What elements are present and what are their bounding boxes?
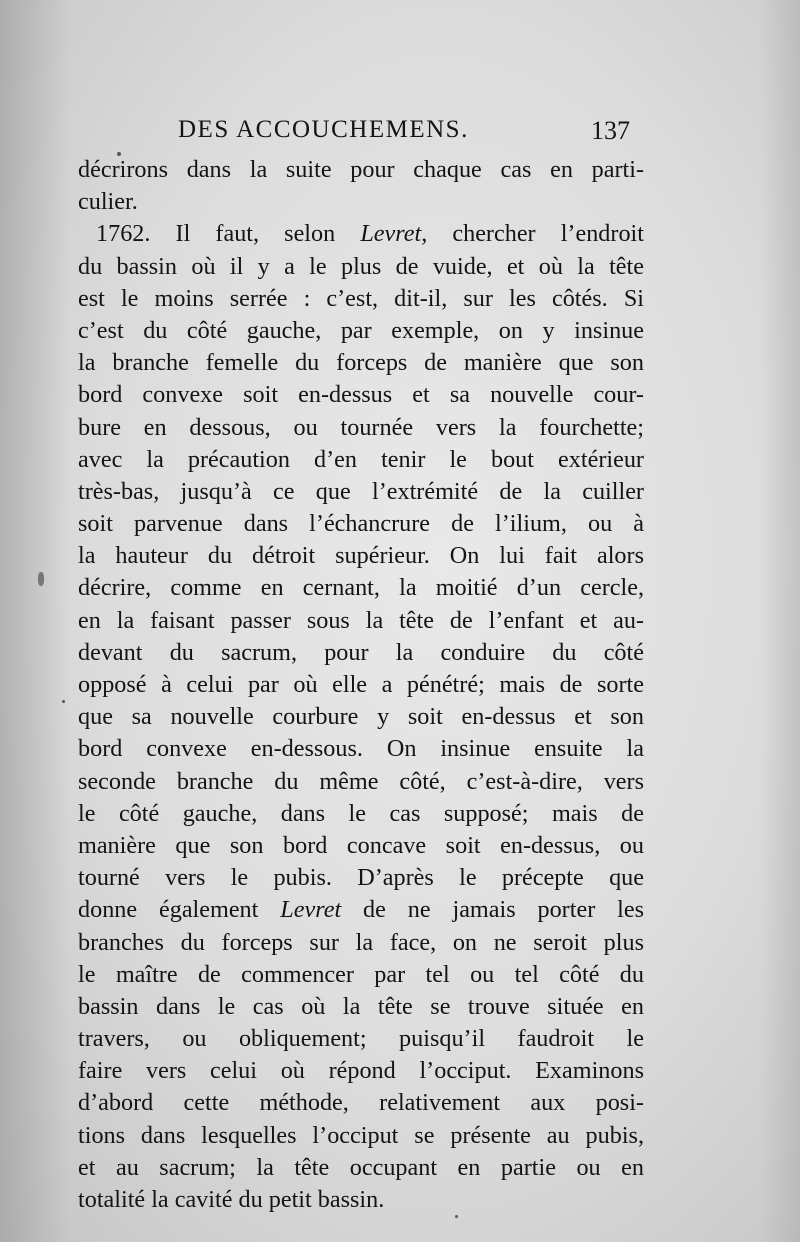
ink-speck — [38, 572, 44, 586]
text-line: en la faisant passer sous la tête de l’enfant et au- — [78, 606, 644, 634]
text-line: tourné vers le pubis. D’après le précepte que — [78, 864, 644, 892]
text-fragment: de ne jamais porter les — [341, 896, 644, 924]
text-line: faire vers celui où répond l’occiput. Examinons — [78, 1057, 644, 1085]
text-line: décrirons dans la suite pour chaque cas en parti- — [78, 156, 644, 183]
text-line: d’abord cette méthode, relativement aux posi- — [78, 1089, 644, 1117]
body-text — [78, 154, 644, 1216]
text-line: le côté gauche, dans le cas supposé; mais de — [78, 799, 644, 827]
text-line — [78, 894, 644, 926]
text-fragment: donne également — [78, 896, 281, 924]
text-line: la hauteur du détroit supérieur. On lui fait alors — [78, 542, 644, 570]
ink-speck — [62, 700, 65, 703]
text-line: c’est du côté gauche, par exemple, on y insinue — [78, 316, 644, 344]
text-line: que sa nouvelle courbure y soit en-dessus et son — [78, 703, 644, 731]
text-line — [78, 218, 644, 250]
text-line: et au sacrum; la tête occupant en partie ou en — [78, 1153, 644, 1181]
author-name: Levret — [360, 220, 422, 248]
text-line: opposé à celui par où elle a pénétré; mais de sorte — [78, 671, 644, 698]
text-line: branches du forceps sur la face, on ne seroit plus — [78, 928, 644, 956]
text-line: travers, ou obliquement; puisqu’il faudroit le — [78, 1025, 644, 1053]
text-line: avec la précaution d’en tenir le bout extérieur — [78, 445, 644, 473]
page-header — [170, 116, 630, 150]
running-head: DES ACCOUCHEMENS. — [178, 116, 469, 143]
text-line: bure en dessous, ou tournée vers la fourchette; — [78, 413, 644, 441]
text-line: seconde branche du même côté, c’est-à-dire, vers — [78, 767, 644, 795]
text-line: soit parvenue dans l’échancrure de l’ilium, ou à — [78, 510, 644, 538]
text-line: le maître de commencer par tel ou tel côté du — [78, 960, 644, 988]
page-number: 137 — [591, 116, 630, 145]
text-line: décrire, comme en cernant, la moitié d’un cercle, — [78, 574, 644, 602]
text-line: manière que son bord concave soit en-dessus, ou — [78, 831, 644, 859]
text-line: la branche femelle du forceps de manière que son — [78, 349, 644, 377]
text-fragment: , chercher l’endroit — [421, 220, 644, 248]
text-line: devant du sacrum, pour la conduire du côté — [78, 638, 644, 666]
text-line: bord convexe en-dessous. On insinue ensuite la — [78, 735, 644, 763]
text-line: du bassin où il y a le plus de vuide, et où la tête — [78, 252, 644, 280]
author-name: Levret — [280, 896, 342, 924]
text-line: bord convexe soit en-dessus et sa nouvelle cour- — [78, 381, 644, 409]
paragraph-start: 1762. Il faut, selon — [96, 220, 361, 248]
text-line: est le moins serrée : c’est, dit-il, sur les côtés. Si — [78, 284, 644, 312]
text-line: totalité la cavité du petit bassin. — [78, 1186, 385, 1213]
text-line: culier. — [78, 188, 138, 216]
text-line: très-bas, jusqu’à ce que l’extrémité de la cuiller — [78, 477, 644, 505]
text-line: bassin dans le cas où la tête se trouve située en — [78, 992, 644, 1020]
text-line: tions dans lesquelles l’occiput se présente au pubis, — [78, 1121, 644, 1149]
